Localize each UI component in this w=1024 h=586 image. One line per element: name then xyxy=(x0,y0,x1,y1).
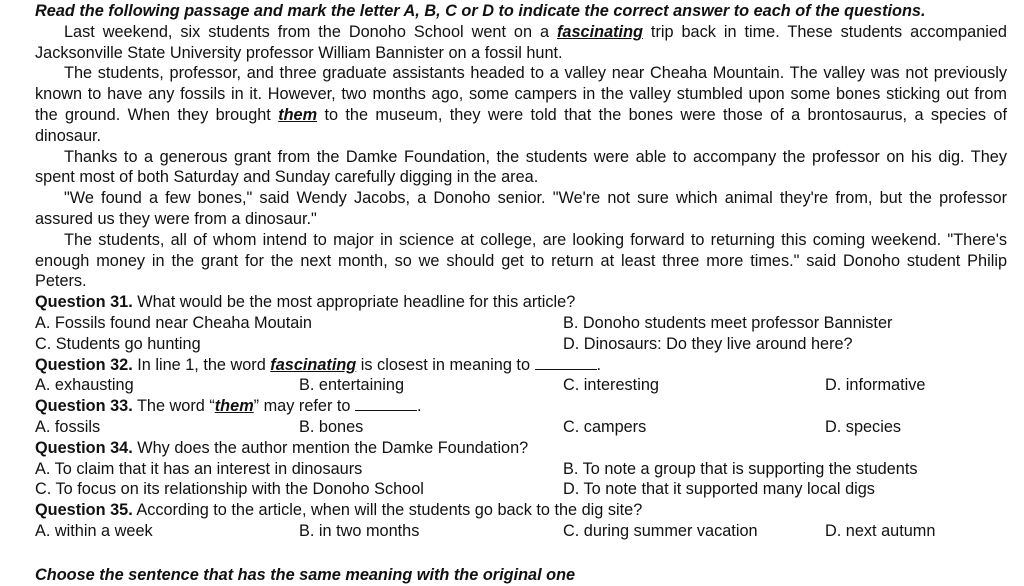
passage-paragraph-4: "We found a few bones," said Wendy Jacobs, a Donoho senior. "We're not sure which animal they're from, but the professor assured us they were from a dinosaur." xyxy=(35,189,1007,228)
question-text: ” may refer to xyxy=(253,397,356,416)
q33-option-d[interactable]: D. species xyxy=(825,417,902,436)
question-end: . xyxy=(417,397,422,416)
q35-option-c[interactable]: C. during summer vacation xyxy=(563,521,758,540)
question-text: What would be the most appropriate headline for this article? xyxy=(132,293,576,312)
question-34 xyxy=(35,438,1007,459)
question-32 xyxy=(35,355,1007,376)
question-35 xyxy=(35,500,1007,521)
p2-text-after: to the museum, they were told that the bones were those of a brontosaurus, a species of dinosaur. xyxy=(35,105,1007,145)
next-section-heading-cut: Choose the sentence that has the same meaning with the original one xyxy=(35,566,576,584)
q35-option-a[interactable]: A. within a week xyxy=(35,521,153,540)
q35-option-b[interactable]: B. in two months xyxy=(299,521,420,540)
p1-text-after: trip back in time. These students accompanied Jacksonville State University professor William Bannister on a fossil hunt. xyxy=(35,22,1007,62)
q32-option-c[interactable]: C. interesting xyxy=(563,376,659,395)
q34-option-a[interactable]: A. To claim that it has an interest in dinosaurs xyxy=(35,459,363,478)
question-label: Question 33. xyxy=(35,397,133,416)
q31-options-row-2 xyxy=(35,334,1007,355)
worksheet xyxy=(35,1,1007,542)
q34-option-c[interactable]: C. To focus on its relationship with the Donoho School xyxy=(35,480,424,499)
question-text: Why does the author mention the Damke Foundation? xyxy=(132,438,529,457)
q31-option-a[interactable]: A. Fossils found near Cheaha Moutain xyxy=(35,313,312,332)
question-text: The word “ xyxy=(132,397,215,416)
question-text: In line 1, the word xyxy=(132,355,271,374)
question-word: them xyxy=(214,397,254,416)
question-text: is closest in meaning to xyxy=(356,355,535,374)
answer-blank xyxy=(355,396,417,411)
question-label: Question 34. xyxy=(35,438,133,457)
answer-blank xyxy=(535,355,597,370)
q33-option-b[interactable]: B. bones xyxy=(299,417,364,436)
q31-option-b[interactable]: B. Donoho students meet professor Bannister xyxy=(563,313,893,332)
question-33 xyxy=(35,396,1007,417)
question-31 xyxy=(35,292,1007,313)
passage-paragraph-2 xyxy=(35,63,1007,146)
q34-options-row-2 xyxy=(35,479,1007,500)
q32-option-d[interactable]: D. informative xyxy=(825,376,926,395)
q32-option-b[interactable]: B. entertaining xyxy=(299,376,404,395)
q31-options-row-1 xyxy=(35,313,1007,334)
question-label: Question 31. xyxy=(35,293,133,312)
question-label: Question 32. xyxy=(35,355,133,374)
q34-option-b[interactable]: B. To note a group that is supporting the students xyxy=(563,459,918,478)
q33-options-row xyxy=(35,417,1007,438)
q32-option-a[interactable]: A. exhausting xyxy=(35,376,134,395)
passage-paragraph-3: Thanks to a generous grant from the Damke Foundation, the students were able to accompany the professor on his dig. They spent most of both Saturday and Sunday carefully digging in the area. xyxy=(35,147,1007,187)
question-end: . xyxy=(596,355,602,374)
q31-option-d[interactable]: D. Dinosaurs: Do they live around here? xyxy=(563,334,853,353)
passage-paragraph-1 xyxy=(35,22,1007,64)
q34-option-d[interactable]: D. To note that it supported many local digs xyxy=(563,480,875,499)
q31-option-c[interactable]: C. Students go hunting xyxy=(35,334,201,353)
highlight-word-fascinating: fascinating xyxy=(557,22,643,41)
q32-options-row xyxy=(35,375,1007,396)
q33-option-a[interactable]: A. fossils xyxy=(35,417,101,436)
passage-paragraph-5: The students, all of whom intend to major in science at college, are looking forward to returning this coming weekend. "There's enough money in the grant for the next month, so we should get to return at least three more times." said Donoho student Philip Peters. xyxy=(35,230,1007,291)
question-word: fascinating xyxy=(270,355,357,374)
p2-text-before: The students, professor, and three graduate assistants headed to a valley near Cheaha Mountain. The valley was not previously known to have any fossils in it. However, two months ago, some campers in the valley stumbled upon some bones sticking out from the ground. When they brought xyxy=(35,64,1007,124)
q35-options-row xyxy=(35,521,1007,542)
q33-option-c[interactable]: C. campers xyxy=(563,417,647,436)
question-text: According to the article, when will the students go back to the dig site? xyxy=(132,501,643,520)
highlight-word-them: them xyxy=(278,105,318,124)
instruction: Read the following passage and mark the letter A, B, C or D to indicate the correct answer to each of the questions. xyxy=(35,2,926,20)
q34-options-row-1 xyxy=(35,459,1007,480)
q35-option-d[interactable]: D. next autumn xyxy=(825,521,936,540)
p1-text-before: Last weekend, six students from the Donoho School went on a xyxy=(64,22,558,41)
question-label: Question 35. xyxy=(35,501,133,520)
